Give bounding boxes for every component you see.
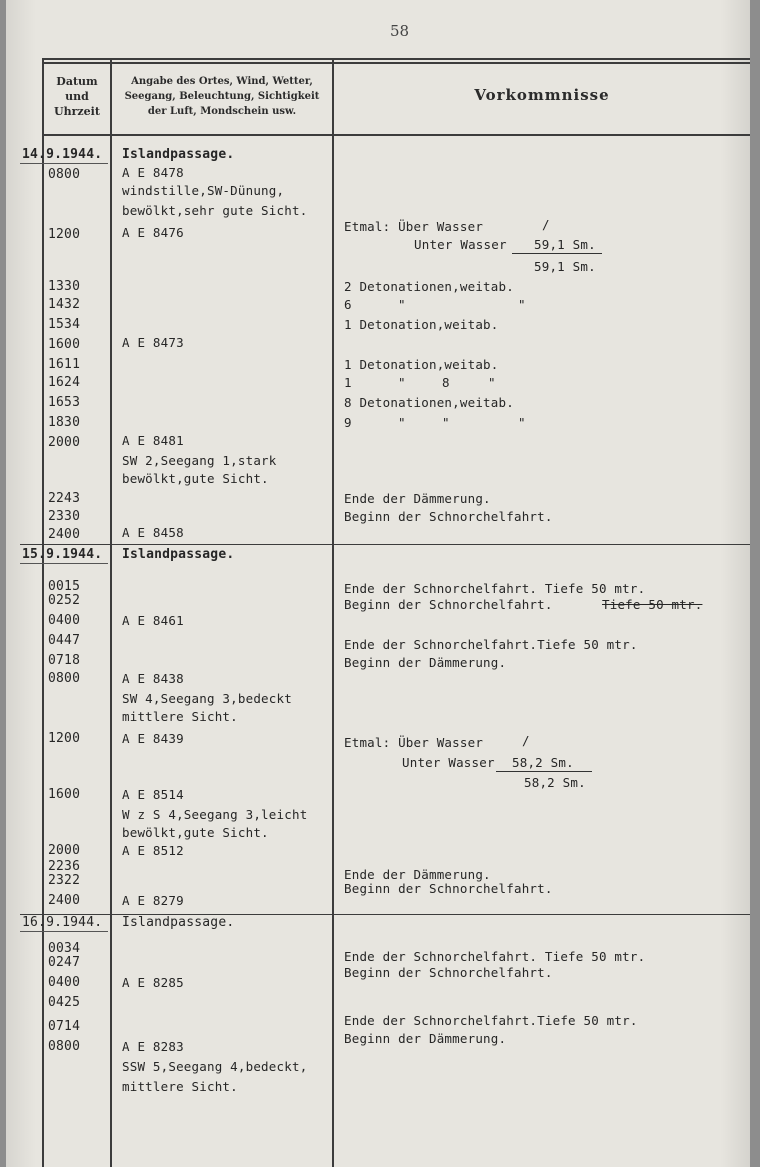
date-underline [20,163,108,164]
header-vorkommnisse: Vorkommnisse [474,86,610,104]
event-entry: Ende der Schnorchelfahrt. Tiefe 50 mtr. [344,581,646,596]
ditto-mark: " [398,297,406,312]
event-entry: Ende der Schnorchelfahrt.Tiefe 50 mtr. [344,637,638,652]
header-ort-line: Angabe des Ortes, Wind, Wetter, [131,76,313,87]
date-underline [20,563,108,564]
time-entry: 0447 [48,633,81,648]
col-divider-1 [110,60,112,1167]
time-entry: 1432 [48,297,81,312]
ditto-mark: " [398,375,406,390]
location-entry: A E 8512 [122,843,184,858]
time-entry: 0714 [48,1019,81,1034]
time-entry: 0718 [48,653,81,668]
time-entry: 2322 [48,873,81,888]
time-entry: 1624 [48,375,81,390]
weather-entry: bewölkt,gute Sicht. [122,825,269,840]
location-entry: A E 8279 [122,893,184,908]
page-number: 58 [390,22,410,40]
location-entry: A E 8461 [122,613,184,628]
day-date: 14.9.1944. [22,147,103,162]
time-entry: 0400 [48,975,81,990]
time-entry: 0034 [48,941,81,956]
header-datum-line: Datum [56,75,98,88]
etmal-label: Etmal: Über Wasser [344,735,484,750]
header-datum-line: Uhrzeit [54,105,100,118]
event-entry: Ende der Dämmerung. [344,867,491,882]
ditto-mark: " [518,415,526,430]
time-entry: 1534 [48,317,81,332]
time-entry: 1653 [48,395,81,410]
day-passage: Islandpassage. [122,915,235,930]
etmal-unter-value: 58,2 Sm. [512,755,574,770]
location-entry: A E 8481 [122,433,184,448]
etmal-total: 59,1 Sm. [534,259,596,274]
etmal-label: Etmal: Über Wasser [344,219,484,234]
ditto-mark: " [442,415,450,430]
event-entry: 9 [344,415,352,430]
etmal-slash: / [522,733,530,748]
weather-entry: windstille,SW-Dünung, [122,183,285,198]
location-entry: A E 8283 [122,1039,184,1054]
header-ort-line: der Luft, Mondschein usw. [147,106,297,117]
time-entry: 1611 [48,357,81,372]
header-datum-line: und [65,90,89,103]
day-passage: Islandpassage. [122,547,235,562]
ditto-mark: 8 [442,375,450,390]
location-entry: A E 8514 [122,787,184,802]
weather-entry: bewölkt,gute Sicht. [122,471,269,486]
event-entry: 1 Detonation,weitab. [344,317,499,332]
etmal-total: 58,2 Sm. [524,775,586,790]
event-entry: Beginn der Schnorchelfahrt. [344,881,553,896]
time-entry: 1600 [48,337,81,352]
weather-entry: bewölkt,sehr gute Sicht. [122,203,308,218]
weather-entry: mittlere Sicht. [122,709,238,724]
time-entry: 2236 [48,859,81,874]
event-entry: Beginn der Dämmerung. [344,1031,507,1046]
event-entry: Ende der Dämmerung. [344,491,491,506]
time-entry: 0800 [48,167,81,182]
time-entry: 2400 [48,527,81,542]
date-underline [20,931,108,932]
day-date: 16.9.1944. [22,915,103,930]
event-entry: Ende der Schnorchelfahrt. Tiefe 50 mtr. [344,949,646,964]
time-entry: 0247 [48,955,81,970]
time-entry: 2330 [48,509,81,524]
time-entry: 2000 [48,435,81,450]
event-entry: Beginn der Schnorchelfahrt. [344,509,553,524]
event-entry: 1 Detonation,weitab. [344,357,499,372]
header-ort-line: Seegang, Beleuchtung, Sichtigkeit [124,91,320,102]
time-entry: 1200 [48,731,81,746]
weather-entry: W z S 4,Seegang 3,leicht [122,807,308,822]
weather-entry: SW 2,Seegang 1,stark [122,453,277,468]
etmal-underline [512,253,602,254]
etmal-unter-wasser: Unter Wasser [414,237,507,252]
etmal-underline [496,771,592,772]
location-entry: A E 8438 [122,671,184,686]
location-entry: A E 8439 [122,731,184,746]
time-entry: 1830 [48,415,81,430]
day-date: 15.9.1944. [22,547,103,562]
header-ort [112,74,332,119]
location-entry: A E 8476 [122,225,184,240]
event-entry: Beginn der Schnorchelfahrt. [344,597,553,612]
event-entry: Beginn der Schnorchelfahrt. [344,965,553,980]
ditto-mark: " [518,297,526,312]
location-entry: A E 8285 [122,975,184,990]
etmal-unter-wasser: Unter Wasser [402,755,495,770]
etmal-unter-value: 59,1 Sm. [534,237,596,252]
table-top-rule-inner [42,62,750,64]
etmal-slash: / [542,217,550,232]
location-entry: A E 8478 [122,165,184,180]
day-passage: Islandpassage. [122,147,235,162]
event-entry: 8 Detonationen,weitab. [344,395,514,410]
time-entry: 0015 [48,579,81,594]
weather-entry: SW 4,Seegang 3,bedeckt [122,691,292,706]
time-entry: 0425 [48,995,81,1010]
weather-entry: SSW 5,Seegang 4,bedeckt, [122,1059,308,1074]
struck-entry: Tiefe 50 mtr. [602,597,703,612]
event-entry: 1 [344,375,352,390]
event-entry: Beginn der Dämmerung. [344,655,507,670]
time-entry: 1600 [48,787,81,802]
time-entry: 0252 [48,593,81,608]
logbook-page [6,0,750,1167]
time-entry: 0800 [48,1039,81,1054]
time-entry: 0400 [48,613,81,628]
event-entry: 6 [344,297,352,312]
event-entry: 2 Detonationen,weitab. [344,279,514,294]
header-bottom-rule [42,134,750,136]
time-entry: 1200 [48,227,81,242]
event-entry: Ende der Schnorchelfahrt.Tiefe 50 mtr. [344,1013,638,1028]
header-datum [44,74,110,119]
ditto-mark: " [398,415,406,430]
time-entry: 2400 [48,893,81,908]
left-border [42,60,44,1167]
time-entry: 0800 [48,671,81,686]
table-top-rule [42,58,750,60]
location-entry: A E 8458 [122,525,184,540]
time-entry: 1330 [48,279,81,294]
weather-entry: mittlere Sicht. [122,1079,238,1094]
ditto-mark: " [488,375,496,390]
time-entry: 2000 [48,843,81,858]
day-separator [20,544,750,545]
location-entry: A E 8473 [122,335,184,350]
time-entry: 2243 [48,491,81,506]
col-divider-2 [332,60,334,1167]
